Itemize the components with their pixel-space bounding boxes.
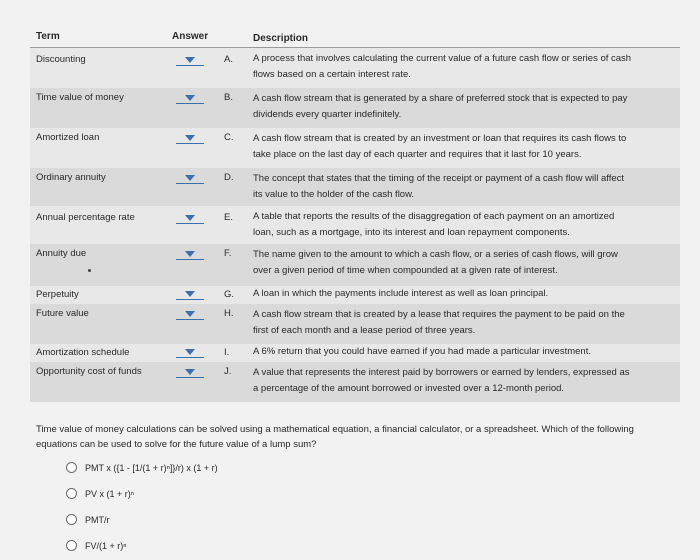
answer-dropdown[interactable] bbox=[176, 172, 204, 184]
description-text: A 6% return that you could have earned if you had made a particular investment. bbox=[253, 346, 591, 357]
term-label: Amortized loan bbox=[36, 132, 100, 143]
description-header: Description bbox=[253, 33, 309, 44]
term-label: Time value of money bbox=[36, 92, 124, 103]
table-row bbox=[30, 344, 680, 362]
option-annuity-due-fv[interactable] bbox=[66, 462, 218, 473]
description-letter: J. bbox=[224, 366, 232, 377]
term-label: Opportunity cost of funds bbox=[36, 366, 142, 377]
description-letter: C. bbox=[224, 132, 234, 143]
description-text: The concept that states that the timing of the receipt or payment of a cash flow will affect its value to the holder of the cash flow. bbox=[253, 173, 625, 200]
term-label: Future value bbox=[36, 308, 89, 319]
description-letter: E. bbox=[224, 212, 233, 223]
chevron-down-icon bbox=[185, 291, 195, 297]
description-text: A cash flow stream that is generated by a share of preferred stock that is expected to pay dividends every quarter indefinitely. bbox=[253, 93, 628, 120]
term-label: Annuity due bbox=[36, 248, 87, 259]
option-label: PMT/r bbox=[85, 514, 110, 525]
chevron-down-icon bbox=[185, 175, 195, 181]
answer-dropdown[interactable] bbox=[176, 288, 204, 300]
description-letter: B. bbox=[224, 92, 233, 103]
term-header: Term bbox=[36, 31, 60, 42]
answer-dropdown[interactable] bbox=[176, 132, 204, 144]
radio-button[interactable] bbox=[66, 514, 77, 525]
table-row bbox=[30, 48, 680, 88]
table-row bbox=[30, 206, 680, 244]
term-label: Perpetuity bbox=[36, 289, 79, 300]
answer-dropdown[interactable] bbox=[176, 248, 204, 260]
table-row bbox=[30, 128, 680, 168]
answer-header: Answer bbox=[172, 31, 209, 42]
description-letter: A. bbox=[224, 54, 233, 65]
table-row bbox=[30, 362, 680, 402]
description-letter: F. bbox=[224, 248, 232, 259]
table-row bbox=[30, 286, 680, 304]
table-row bbox=[30, 304, 680, 344]
term-label: Ordinary annuity bbox=[36, 172, 106, 183]
table-row bbox=[30, 244, 680, 286]
description-text: A cash flow stream that is created by an investment or loan that requires its cash flows to take place on the last day of each quarter and requires that it last for 10 years. bbox=[253, 133, 627, 160]
answer-dropdown[interactable] bbox=[176, 92, 204, 104]
table-row bbox=[30, 88, 680, 128]
description-letter: D. bbox=[224, 172, 234, 183]
chevron-down-icon bbox=[185, 369, 195, 375]
term-label: Amortization schedule bbox=[36, 347, 130, 358]
stray-dot bbox=[88, 269, 91, 272]
description-text: A value that represents the interest paid by borrowers or earned by lenders, expressed as a percentage of the amount borrowed or invested over a 12-month period. bbox=[253, 367, 630, 394]
table-header bbox=[30, 22, 680, 48]
term-label: Discounting bbox=[36, 54, 86, 65]
chevron-down-icon bbox=[185, 135, 195, 141]
option-pv-compound[interactable] bbox=[66, 488, 134, 499]
description-letter: I. bbox=[224, 347, 230, 358]
radio-button[interactable] bbox=[66, 540, 77, 551]
matching-table bbox=[30, 22, 680, 402]
answer-dropdown[interactable] bbox=[176, 366, 204, 378]
chevron-down-icon bbox=[185, 349, 195, 355]
option-label: FV/(1 + r)ⁿ bbox=[85, 540, 127, 551]
description-letter: G. bbox=[224, 289, 235, 300]
option-pmt-over-r[interactable] bbox=[66, 514, 110, 525]
answer-dropdown[interactable] bbox=[176, 308, 204, 320]
radio-button[interactable] bbox=[66, 488, 77, 499]
chevron-down-icon bbox=[185, 251, 195, 257]
description-letter: H. bbox=[224, 308, 234, 319]
chevron-down-icon bbox=[185, 95, 195, 101]
question-text: Time value of money calculations can be solved using a mathematical equation, a financial calculator, or a spreadsheet. Which of the following equations can be used to solve for the future value of a lump sum? bbox=[36, 424, 634, 450]
option-fv-discount[interactable] bbox=[66, 540, 127, 551]
table-row bbox=[30, 168, 680, 206]
radio-button[interactable] bbox=[66, 462, 77, 473]
chevron-down-icon bbox=[185, 311, 195, 317]
description-text: A process that involves calculating the current value of a future cash flow or series of cash flows based on a certain interest rate. bbox=[253, 53, 632, 80]
answer-dropdown[interactable] bbox=[176, 212, 204, 224]
description-text: The name given to the amount to which a cash flow, or a series of cash flows, will grow over a given period of time when compounded at a given rate of interest. bbox=[253, 249, 618, 276]
description-text: A table that reports the results of the disaggregation of each payment on an amortized loan, such as a mortgage, into its interest and loan repayment components. bbox=[253, 211, 615, 238]
answer-dropdown[interactable] bbox=[176, 346, 204, 358]
description-text: A loan in which the payments include interest as well as loan principal. bbox=[253, 288, 549, 299]
description-text: A cash flow stream that is created by a lease that requires the payment to be paid on the first of each month and a lease period of three years. bbox=[253, 309, 625, 336]
chevron-down-icon bbox=[185, 215, 195, 221]
chevron-down-icon bbox=[185, 57, 195, 63]
option-label: PV x (1 + r)ⁿ bbox=[85, 488, 135, 499]
term-label: Annual percentage rate bbox=[36, 212, 135, 223]
option-label: PMT x ({1 - [1/(1 + r)ⁿ]}/r) x (1 + r) bbox=[85, 462, 218, 473]
answer-dropdown[interactable] bbox=[176, 54, 204, 66]
